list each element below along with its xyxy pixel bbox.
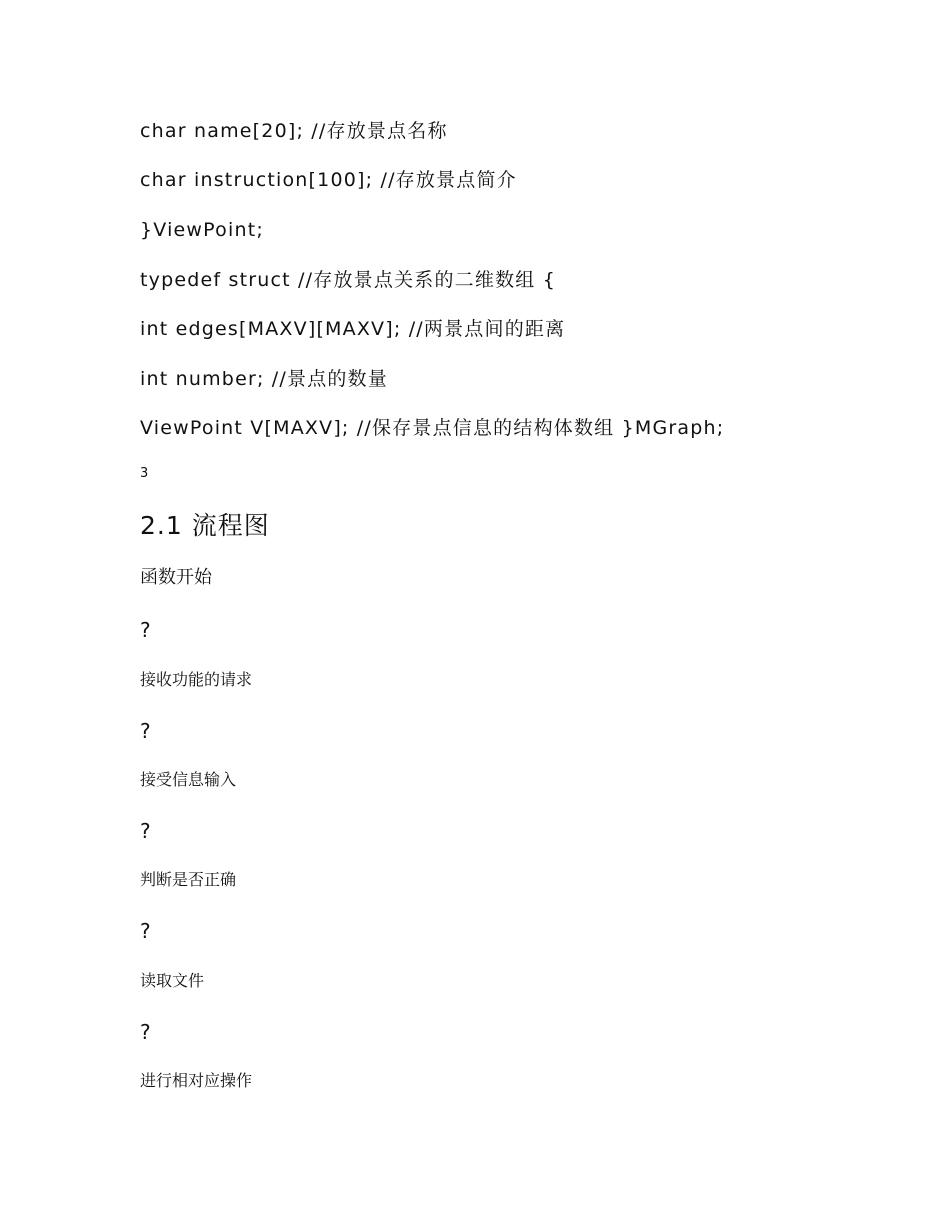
code-line-viewpoint-close: }ViewPoint; bbox=[140, 219, 264, 241]
code-line-number-field: int number; //景点的数量 bbox=[140, 368, 389, 390]
code-line-instruction-field: char instruction[100]; //存放景点简介 bbox=[140, 169, 517, 191]
code-line-viewpoint-array: ViewPoint V[MAXV]; //保存景点信息的结构体数组 }MGraph; bbox=[140, 417, 725, 439]
code-line-typedef-struct: typedef struct //存放景点关系的二维数组 { bbox=[140, 269, 556, 291]
flowchart-arrow: ? bbox=[140, 719, 151, 743]
flowchart-step-accept-input: 接受信息输入 bbox=[140, 770, 237, 789]
section-heading: 2.1 流程图 bbox=[140, 511, 270, 540]
flowchart-arrow: ? bbox=[140, 819, 151, 843]
flowchart-step-start: 函数开始 bbox=[140, 567, 212, 588]
code-line-name-field: char name[20]; //存放景点名称 bbox=[140, 120, 448, 142]
code-line-edges-field: int edges[MAXV][MAXV]; //两景点间的距离 bbox=[140, 318, 566, 340]
flowchart-arrow: ? bbox=[140, 919, 151, 943]
flowchart-step-read-file: 读取文件 bbox=[140, 971, 205, 990]
page-number: 3 bbox=[140, 466, 149, 481]
flowchart-step-receive-request: 接收功能的请求 bbox=[140, 670, 253, 689]
flowchart-arrow: ? bbox=[140, 618, 151, 642]
flowchart-arrow: ? bbox=[140, 1020, 151, 1044]
flowchart-step-validate: 判断是否正确 bbox=[140, 870, 237, 889]
flowchart-step-perform-operation: 进行相对应操作 bbox=[140, 1071, 253, 1090]
